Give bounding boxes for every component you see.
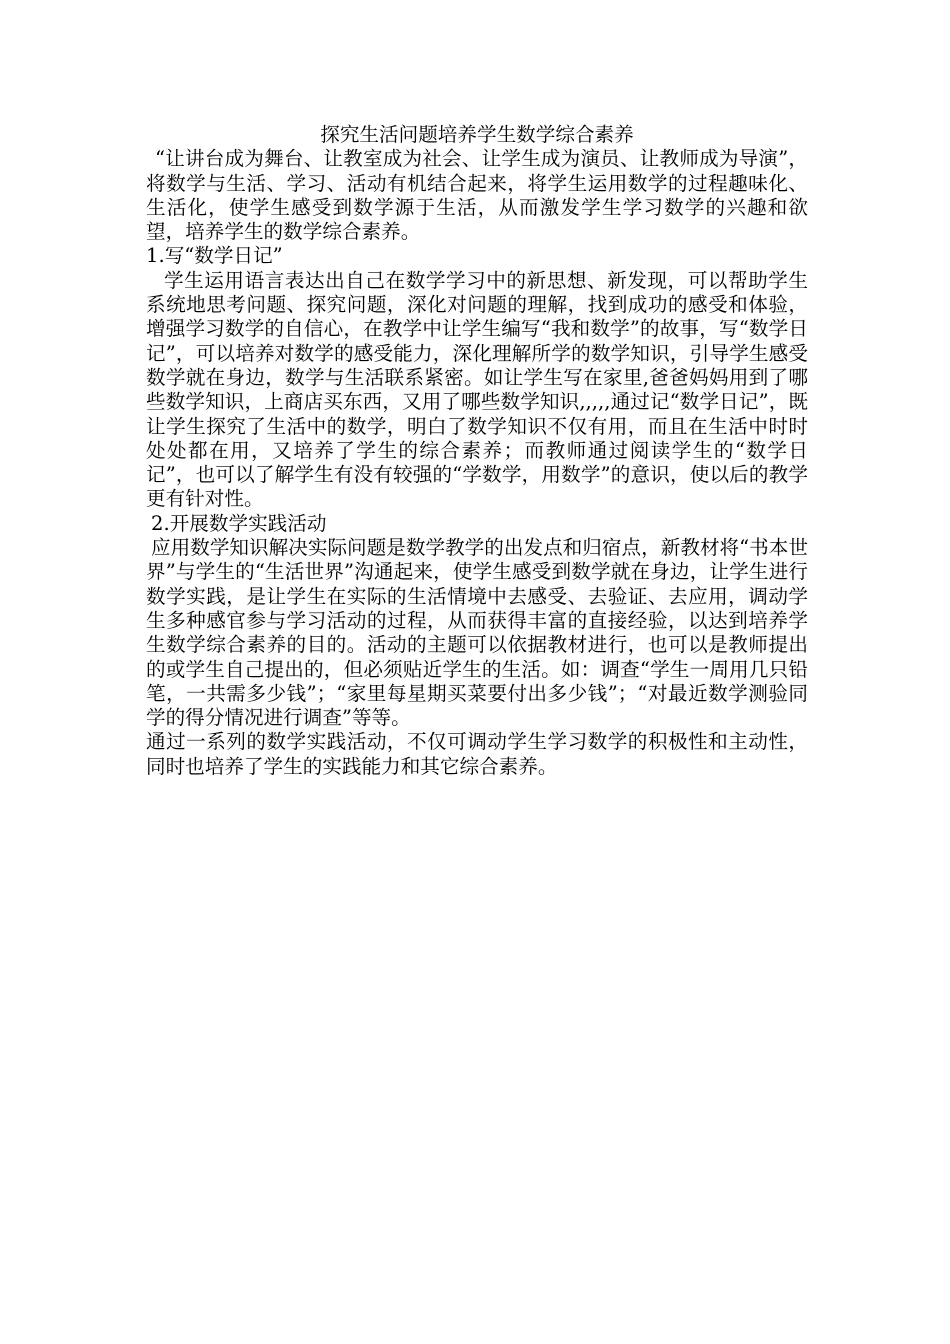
intro-paragraph: “让讲台成为舞台、让教室成为社会、让学生成为演员、让教师成为导演”，将数学与生活、学习、活动有机结合起来，将学生运用数学的过程趣味化、生活化，使学生感受到数学源于生活，从而激发学生学习数学的兴趣和欲望，培养学生的数学综合素养。	[146, 147, 808, 244]
section1-paragraph: 学生运用语言表达出自己在数学学习中的新思想、新发现，可以帮助学生系统地思考问题、探究问题，深化对问题的理解，找到成功的感受和体验，增强学习数学的自信心，在教学中让学生编写“我和数学”的故事，写“数学日记”，可以培养对数学的感受能力，深化理解所学的数学知识，引导学生感受数学就在身边，数学与生活联系紧密。如让学生写在家里,爸爸妈妈用到了哪些数学知识，上商店买东西，又用了哪些数学知识,,,,,通过记“数学日记”，既让学生探究了生活中的数学，明白了数学知识不仅有用，而且在生活中时时处处都在用，又培养了学生的综合素养；而教师通过阅读学生的“数学日记”，也可以了解学生有没有较强的“学数学，用数学”的意识，使以后的教学更有针对性。	[146, 268, 808, 511]
document-page	[146, 123, 808, 779]
section1-heading: 1.写“数学日记”	[146, 244, 283, 268]
section2-paragraph: 应用数学知识解决实际问题是数学教学的出发点和归宿点，新教材将“书本世界”与学生的“生活世界”沟通起来，使学生感受到数学就在身边，让学生进行数学实践，是让学生在实际的生活情境中去感受、去验证、去应用，调动学生多种感官参与学习活动的过程，从而获得丰富的直接经验，以达到培养学生数学综合素养的目的。活动的主题可以依据教材进行，也可以是教师提出的或学生自己提出的，但必须贴近学生的生活。如：调查“学生一周用几只铅笔，一共需多少钱”；“家里每星期买菜要付出多少钱”；“对最近数学测验同学的得分情况进行调查”等等。	[146, 536, 808, 730]
document-title: 探究生活问题培养学生数学综合素养	[320, 123, 634, 146]
conclusion-paragraph: 通过一系列的数学实践活动，不仅可调动学生学习数学的积极性和主动性，同时也培养了学生的实践能力和其它综合素养。	[146, 730, 808, 778]
section2-heading: 2.开展数学实践活动	[151, 511, 327, 535]
